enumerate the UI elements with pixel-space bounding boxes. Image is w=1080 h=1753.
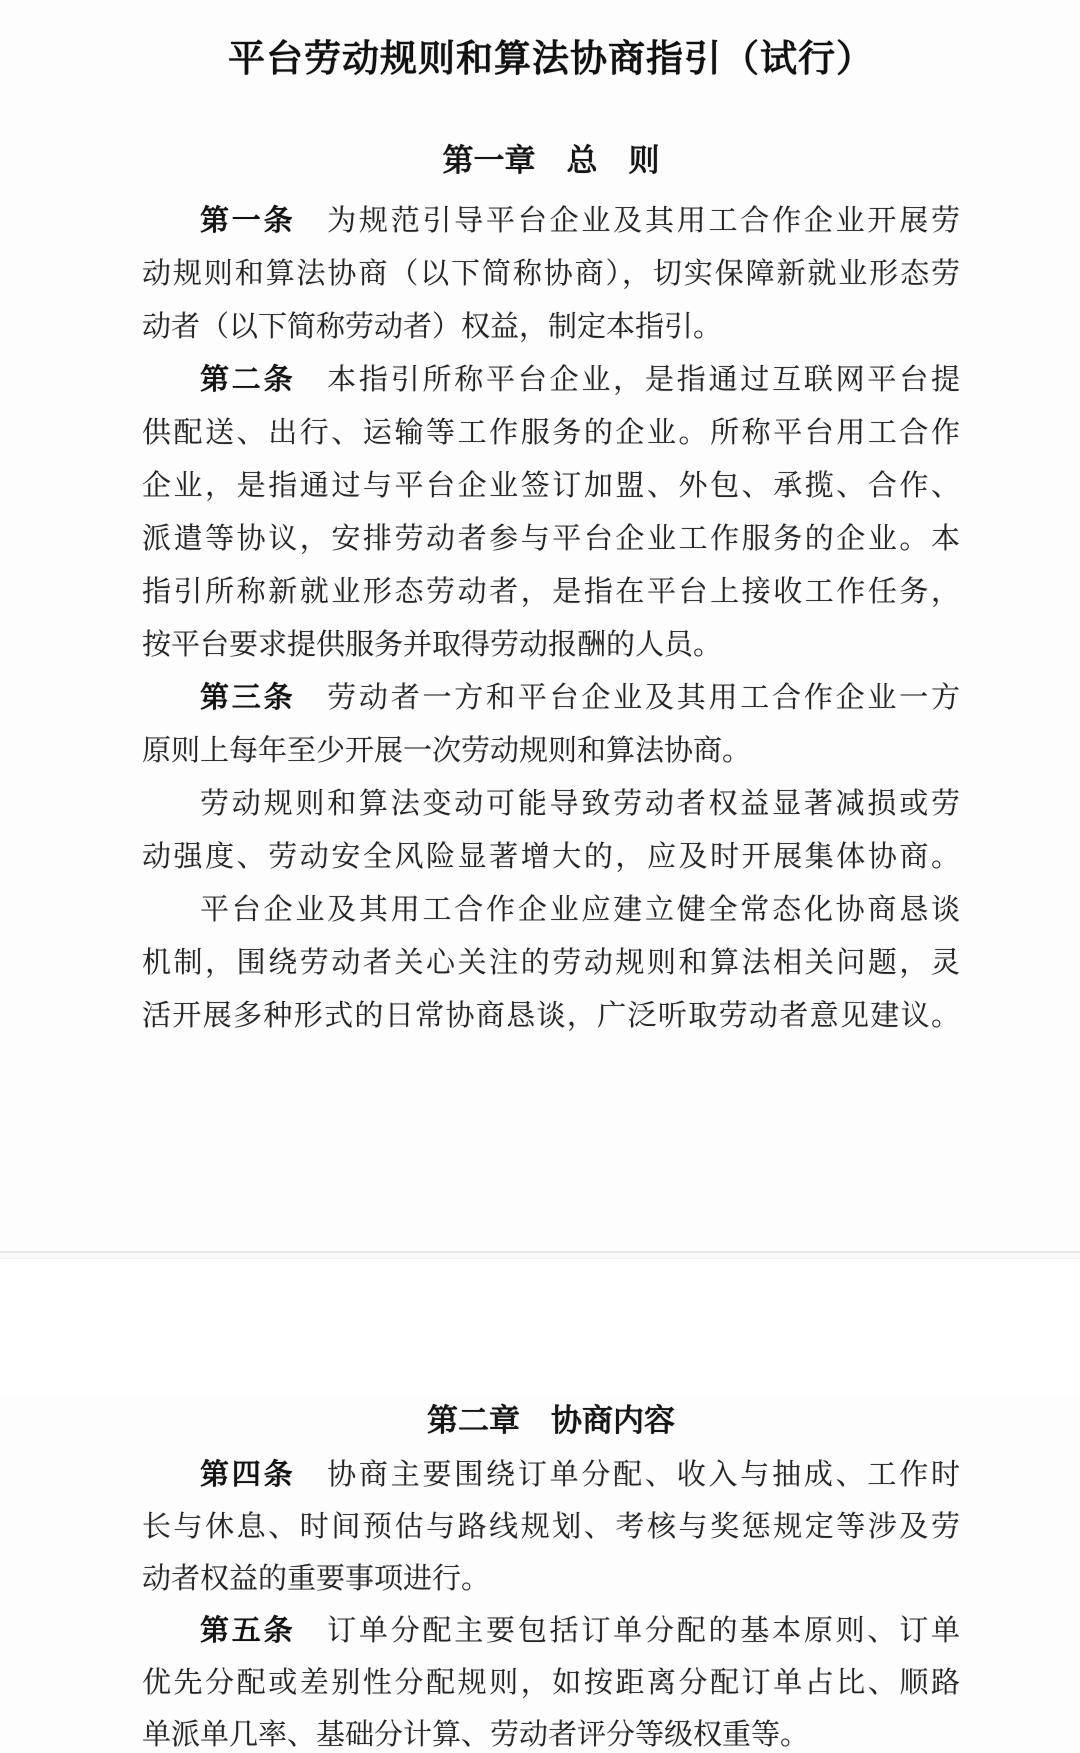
text-line: 第一条 为规范引导平台企业及其用工合作企业开展劳 — [200, 203, 960, 237]
text-line: 动者（以下简称劳动者）权益，制定本指引。 — [142, 309, 723, 343]
text-line: 按平台要求提供服务并取得劳动报酬的人员。 — [142, 627, 723, 661]
text-line: 劳动规则和算法变动可能导致劳动者权益显著减损或劳 — [200, 786, 960, 820]
text-line: 动强度、劳动安全风险显著增大的，应及时开展集体协商。 — [142, 839, 960, 873]
text-line: 动规则和算法协商（以下简称协商），切实保障新就业形态劳 — [142, 256, 960, 290]
article-number: 第一条 — [200, 203, 296, 237]
text-line: 单派单几率、基础分计算、劳动者评分等级权重等。 — [142, 1717, 810, 1751]
page-separator — [0, 1253, 1080, 1259]
chapter-heading: 第二章 协商内容 — [427, 1403, 675, 1439]
text-line: 派遣等协议，安排劳动者参与平台企业工作服务的企业。本 — [142, 521, 960, 555]
article-number: 第三条 — [200, 680, 296, 714]
chapter-heading: 第一章 总 则 — [442, 143, 660, 179]
article-number: 第四条 — [200, 1457, 296, 1491]
page-2-text — [142, 1395, 960, 1753]
page-2-content — [0, 1395, 1080, 1753]
page-1-text — [142, 135, 960, 1042]
text-line: 企业，是指通过与平台企业签订加盟、外包、承揽、合作、 — [142, 468, 960, 502]
text-line: 机制，围绕劳动者关心关注的劳动规则和算法相关问题，灵 — [142, 945, 960, 979]
text-line: 第五条 订单分配主要包括订单分配的基本原则、订单 — [200, 1613, 960, 1647]
text-line: 第二条 本指引所称平台企业，是指通过互联网平台提 — [200, 362, 960, 396]
text-line: 动者权益的重要事项进行。 — [142, 1561, 491, 1595]
text-line: 第四条 协商主要围绕订单分配、收入与抽成、工作时 — [200, 1457, 960, 1491]
text-line: 活开展多种形式的日常协商恳谈，广泛听取劳动者意见建议。 — [142, 998, 960, 1032]
text-line: 第三条 劳动者一方和平台企业及其用工合作企业一方 — [200, 680, 960, 714]
text-line: 优先分配或差别性分配规则，如按距离分配订单占比、顺路 — [142, 1665, 960, 1699]
page-2 — [0, 1395, 1080, 1753]
text-line: 原则上每年至少开展一次劳动规则和算法协商。 — [142, 733, 752, 767]
article-number: 第二条 — [200, 362, 296, 396]
text-line: 指引所称新就业形态劳动者，是指在平台上接收工作任务， — [142, 574, 960, 608]
text-line: 供配送、出行、运输等工作服务的企业。所称平台用工合作 — [142, 415, 960, 449]
document-title: 平台劳动规则和算法协商指引（试行） — [228, 37, 874, 80]
text-line: 平台企业及其用工合作企业应建立健全常态化协商恳谈 — [200, 892, 960, 926]
text-line: 长与休息、时间预估与路线规划、考核与奖惩规定等涉及劳 — [142, 1509, 960, 1543]
article-number: 第五条 — [200, 1613, 296, 1647]
